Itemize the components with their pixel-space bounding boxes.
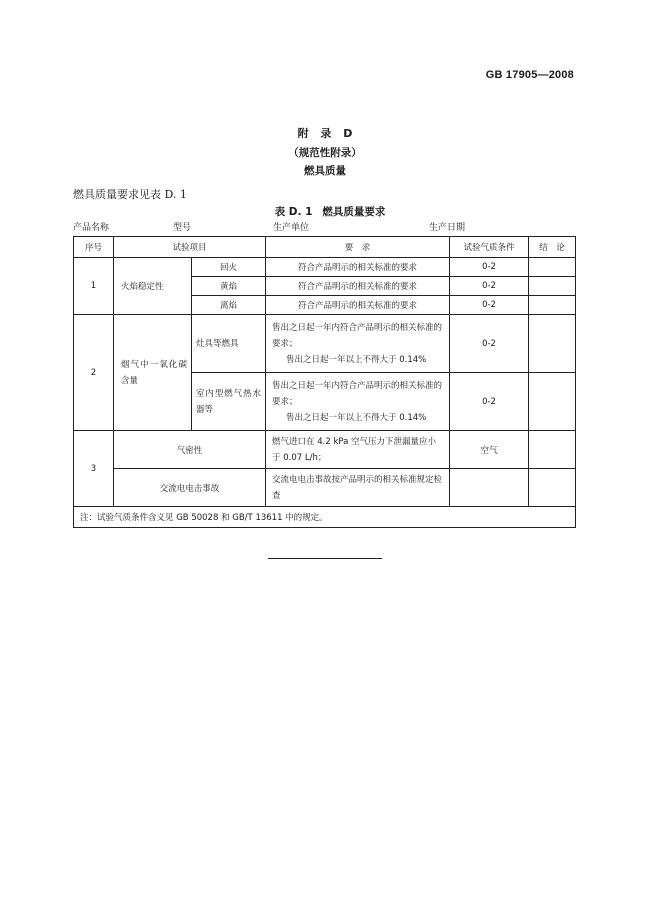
sub-item: 黄焰 (192, 277, 266, 296)
standard-number: GB 17905—2008 (485, 69, 574, 81)
table-caption (0, 204, 650, 219)
conclusion-cell (529, 315, 576, 373)
model-label: 型号 (173, 223, 192, 233)
header-requirement: 要 求 (266, 237, 450, 258)
row-number: 1 (74, 258, 114, 315)
appendix-type: （规范性附录） (288, 147, 362, 159)
table-header-row (74, 237, 576, 258)
requirement-line: 售出之日起一年以上不得大于 0.14% (286, 412, 427, 423)
gas-condition (450, 469, 529, 507)
requirement: 符合产品明示的相关标准的要求 (266, 258, 450, 277)
table-meta-row (73, 220, 575, 234)
manufacturer-label: 生产单位 (273, 223, 310, 233)
test-item: 烟气中一氧化碳含量 (114, 315, 192, 431)
requirement: 符合产品明示的相关标准的要求 (266, 277, 450, 296)
table-note-row (74, 507, 576, 528)
sub-item: 灶具等燃具 (192, 315, 266, 373)
production-date-label: 生产日期 (429, 223, 466, 233)
conclusion-cell (529, 258, 576, 277)
header-conclusion: 结 论 (529, 237, 576, 258)
requirement (266, 373, 450, 431)
sub-item: 回火 (192, 258, 266, 277)
table-row (74, 315, 576, 373)
gas-condition: 0-2 (450, 373, 529, 431)
test-item: 火焰稳定性 (114, 258, 192, 315)
conclusion-cell (529, 373, 576, 431)
test-item: 气密性 (114, 431, 266, 469)
row-number: 2 (74, 315, 114, 431)
requirement-line: 售出之日起一年内符合产品明示的相关标准的要求； (272, 380, 443, 407)
product-name-label: 产品名称 (73, 223, 110, 233)
conclusion-cell (529, 277, 576, 296)
end-rule (268, 558, 382, 559)
header-gas-condition: 试验气质条件 (450, 237, 529, 258)
table-caption-title: 燃具质量要求 (322, 206, 386, 218)
test-item: 交流电电击事故 (114, 469, 266, 507)
conclusion-cell (529, 469, 576, 507)
requirement (266, 315, 450, 373)
sub-item: 室内型燃气热水器等 (192, 373, 266, 431)
table-row (74, 258, 576, 277)
appendix-subject: 燃具质量 (304, 165, 346, 177)
requirement: 燃气进口在 4.2 kPa 空气压力下泄漏量应小于 0.07 L/h； (266, 431, 450, 469)
table-row (74, 431, 576, 469)
requirement-line: 售出之日起一年内符合产品明示的相关标准的要求； (272, 322, 443, 349)
gas-condition: 0-2 (450, 315, 529, 373)
header-no: 序号 (74, 237, 114, 258)
gas-condition: 0-2 (450, 296, 529, 315)
requirement: 符合产品明示的相关标准的要求 (266, 296, 450, 315)
gas-condition: 空气 (450, 431, 529, 469)
conclusion-cell (529, 296, 576, 315)
table-row (74, 469, 576, 507)
conclusion-cell (529, 431, 576, 469)
gas-condition: 0-2 (450, 277, 529, 296)
gas-condition: 0-2 (450, 258, 529, 277)
requirement-line: 售出之日起一年以上不得大于 0.14% (286, 354, 427, 365)
quality-requirements-table (73, 236, 576, 528)
header-test-item: 试验项目 (114, 237, 266, 258)
appendix-title: 附 录 D (297, 127, 353, 140)
sub-item: 离焰 (192, 296, 266, 315)
row-number: 3 (74, 431, 114, 507)
table-note: 注：试验气质条件含义见 GB 50028 和 GB/T 13611 中的规定。 (74, 507, 576, 528)
requirement: 交流电电击事故按产品明示的相关标准规定检查 (266, 469, 450, 507)
table-caption-number: 表 D. 1 (274, 206, 313, 218)
intro-text: 燃具质量要求见表 D. 1 (73, 188, 187, 201)
